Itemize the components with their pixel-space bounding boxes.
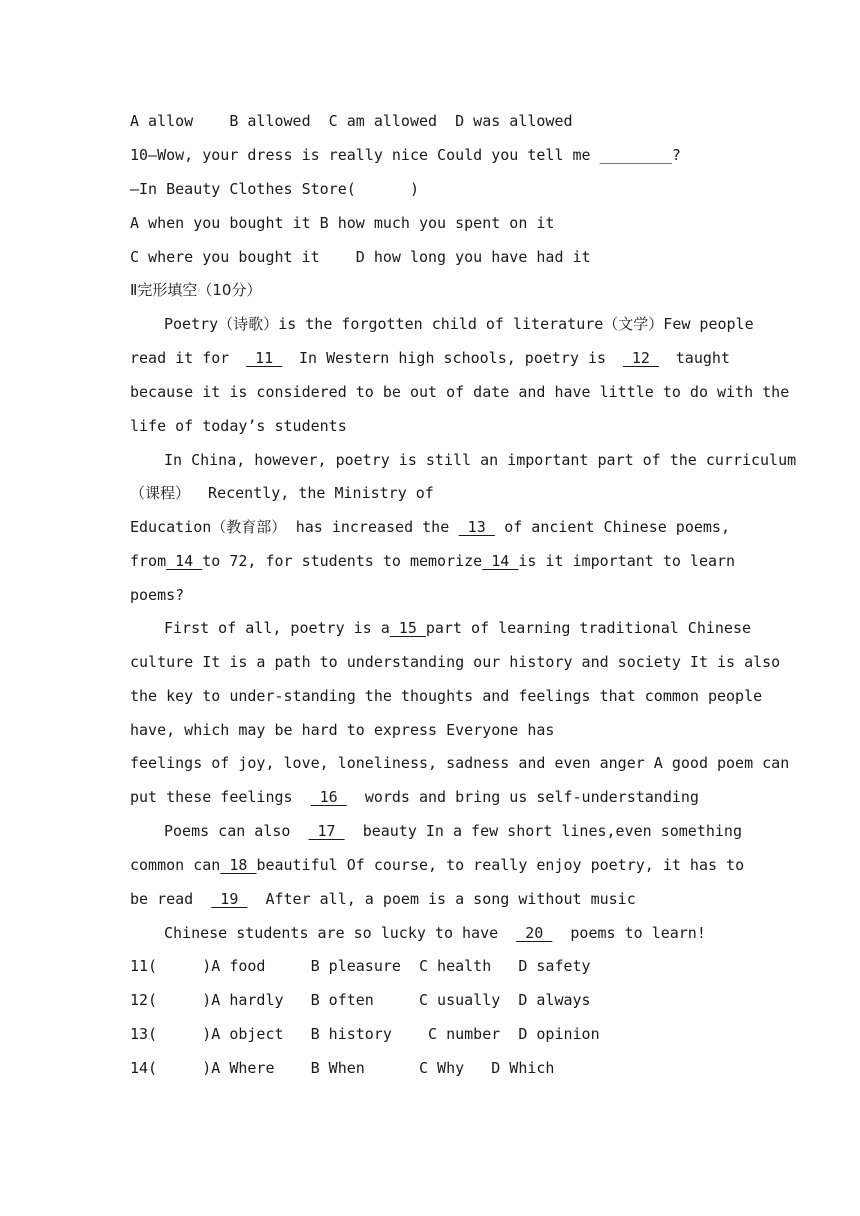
p3-line3: the key to under-standing the thoughts and feelings that common people xyxy=(130,687,763,705)
p2-line4 xyxy=(130,544,736,578)
question-options: A hardly B often C usually D always xyxy=(211,991,591,1009)
q9-options: A allow B allowed C am allowed D was allowed xyxy=(130,112,573,130)
p4-text: After all, a poem is a song without music xyxy=(265,890,636,908)
question-options: A food B pleasure C health D safety xyxy=(211,957,591,975)
p3-text: First of all, poetry is a xyxy=(164,619,390,637)
blank-13: 13 xyxy=(458,518,495,536)
p3-text: part of learning traditional Chinese xyxy=(425,619,752,637)
p1-text: taught xyxy=(675,349,730,367)
p1-text: is the forgotten child of literature（文学） xyxy=(278,315,664,333)
q10-question xyxy=(130,138,730,172)
p3-line5: feelings of joy, love, loneliness, sadness and even anger A good poem can xyxy=(130,754,790,772)
p3-text: words and bring us self-understanding xyxy=(364,788,699,806)
p3-line1 xyxy=(164,611,752,645)
blank-16: 16 xyxy=(310,788,347,806)
question-options: A Where B When C Why D Which xyxy=(211,1059,555,1077)
p2-text: from xyxy=(130,552,167,570)
p3-line6 xyxy=(130,780,730,814)
q10-answer: —In Beauty Clothes Store( ) xyxy=(130,180,419,198)
p1-line4: life of today’s students xyxy=(130,417,347,435)
p4-text: Poems can also xyxy=(164,822,291,840)
question-stem: 13( ) xyxy=(130,1025,212,1043)
p1-line1 xyxy=(164,307,754,341)
p2-text: is it important to learn xyxy=(518,552,736,570)
p4-line3 xyxy=(130,882,730,916)
p4-text: beauty In a few short lines,even something xyxy=(362,822,742,840)
blank-11: 11 xyxy=(246,349,283,367)
p3-line2: culture It is a path to understanding our history and society It is also xyxy=(130,653,781,671)
question-stem: 11( ) xyxy=(130,957,212,975)
question-stem: 12( ) xyxy=(130,991,212,1009)
p1-text: read it for xyxy=(130,349,230,367)
section-title: Ⅱ完形填空（10分） xyxy=(130,281,262,299)
blank-12: 12 xyxy=(622,349,659,367)
p1-line3: because it is considered to be out of date and have little to do with the xyxy=(130,383,790,401)
p5-line1 xyxy=(164,916,730,950)
q10-options-cd: C where you bought it D how long you have had it xyxy=(130,248,591,266)
blank-15: 15 xyxy=(389,619,426,637)
p5-text: poems to learn! xyxy=(570,924,706,942)
p2-line1: In China, however, poetry is still an important part of the curriculum xyxy=(164,451,797,469)
q10-options-ab: A when you bought it B how much you spent on it xyxy=(130,214,555,232)
q10-question-text: 10—Wow, your dress is really nice Could you tell me xyxy=(130,146,600,164)
p5-text: Chinese students are so lucky to have xyxy=(164,924,499,942)
p1-line2 xyxy=(130,341,730,375)
question-12 xyxy=(130,983,730,1017)
blank-20: 20 xyxy=(516,924,553,942)
p2-line2: （课程） Recently, the Ministry of xyxy=(130,484,434,502)
blank-14: 14 xyxy=(482,552,519,570)
p2-text xyxy=(130,544,482,578)
blank-19: 19 xyxy=(211,890,248,908)
question-14 xyxy=(130,1051,730,1085)
p4-text: common can xyxy=(130,856,221,874)
p2-line5: poems? xyxy=(130,586,185,604)
q10-blank: ________ xyxy=(599,146,672,164)
blank-18: 18 xyxy=(220,856,257,874)
question-13 xyxy=(130,1017,730,1051)
blank-14: 14 xyxy=(166,552,203,570)
question-11 xyxy=(130,949,730,983)
blank-17: 17 xyxy=(308,822,345,840)
p2-text: of ancient Chinese poems, xyxy=(504,518,730,536)
p3-line4: have, which may be hard to express Everyone has xyxy=(130,721,555,739)
p4-line1 xyxy=(164,814,742,848)
p2-line3 xyxy=(130,510,730,544)
p1-text: Poetry（诗歌） xyxy=(164,315,279,333)
question-options: A object B history C number D opinion xyxy=(211,1025,600,1043)
p2-text: Education（教育部） xyxy=(130,518,287,536)
p2-text: has increased the xyxy=(295,518,450,536)
p1-text: Few people xyxy=(663,315,754,333)
q10-question-mark: ? xyxy=(671,146,681,164)
p1-text: In Western high schools, poetry is xyxy=(299,349,607,367)
question-stem: 14( ) xyxy=(130,1059,212,1077)
p4-text: be read xyxy=(130,890,194,908)
p2-text: to 72, for students to memorize xyxy=(202,552,483,570)
p3-text: put these feelings xyxy=(130,788,293,806)
p4-text: beautiful Of course, to really enjoy poetry, it has to xyxy=(256,856,745,874)
p4-line2 xyxy=(130,848,745,882)
